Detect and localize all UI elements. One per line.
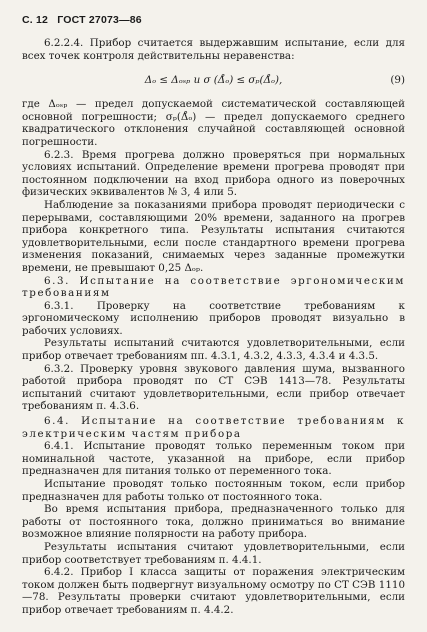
paragraph-observation: Наблюдение за показаниями прибора проводят периодически с перерывами, составляющими 20% времени, заданного на прогрев прибора конкретного типа. Результаты испытания считаются удовлетворительными, если после стандартного времени прогрева изменения показаний, снимаемых через заданные промежутки времени, не превышают 0,25 Δₒₚ. bbox=[22, 198, 405, 274]
formula-expression: Δₒ ≤ Δₒₛₚ и σ (Δ̊ₒ) ≤ σₚ(Δ̊ₒ), bbox=[144, 74, 283, 87]
paragraph-6-4-2: 6.4.2. Прибор I класса защиты от поражения электрическим током должен быть подвергнут визуальному осмотру по СТ СЭВ 1110—78. Результаты проверки считают удовлетворительными, если прибор отвечает требованиям п. 4.4.2. bbox=[22, 566, 405, 616]
paragraph-6-2-3: 6.2.3. Время прогрева должно проверяться при нормальных условиях испытаний. Определение времени прогрева проводят при постоянном подключении на вход прибора одного из поверочных физических эквивалентов № 3, 4 или 5. bbox=[22, 148, 405, 199]
paragraph-where: где Δₒₛₚ — предел допускаемой систематической составляющей основной погрешности; σₚ(Δ̊ₒ) — предел допускаемого среднего квадратического отклонения случайной составляющей основной погрешности. bbox=[22, 98, 405, 148]
section-heading-6-4: 6.4. Испытание на соответствие требованиям к электрическим частям прибора bbox=[22, 415, 405, 440]
paragraph-6-2-2-4: 6.2.2.4. Прибор считается выдержавшим испытание, если для всех точек контроля действительны неравенства: bbox=[22, 37, 405, 62]
paragraph-6-3-1: 6.3.1. Проверку на соответствие требованиям к эргономическому исполнению приборов проводят визуально в рабочих условиях. bbox=[22, 299, 405, 337]
document-body bbox=[22, 37, 405, 617]
paragraph-6-4-1-result: Результаты испытания считают удовлетворительными, если прибор соответствует требованиям п. 4.4.1. bbox=[22, 540, 405, 566]
paragraph-6-4-1-polarity: Во время испытания прибора, предназначенного только для работы от постоянного тока, должно приниматься во внимание возможное влияние полярности на работу прибора. bbox=[22, 503, 405, 541]
paragraph-6-4-1-dc: Испытание проводят только постоянным током, если прибор предназначен для работы только от постоянного тока. bbox=[22, 478, 405, 503]
formula-9 bbox=[22, 62, 405, 98]
formula-number: (9) bbox=[390, 74, 405, 87]
paragraph-6-3-2: 6.3.2. Проверку уровня звукового давления шума, вызванного работой прибора проводят по СТ СЭВ 1413—78. Результаты испытаний считают удовлетворительными, если прибор отвечает требованиям п. 4.3.6. bbox=[22, 362, 405, 413]
page-number: С. 12 bbox=[22, 14, 49, 26]
page-header bbox=[22, 14, 405, 27]
document-code: ГОСТ 27073—86 bbox=[57, 14, 142, 26]
section-heading-6-3: 6.3. Испытание на соответствие эргономическим требованиям bbox=[22, 274, 405, 300]
paragraph-6-3-1-result: Результаты испытаний считаются удовлетворительными, если прибор отвечает требованиям пп. 4.3.1, 4.3.2, 4.3.3, 4.3.4 и 4.3.5. bbox=[22, 337, 405, 363]
paragraph-6-4-1: 6.4.1. Испытание проводят только переменным током при номинальной частоте, указанной на приборе, если прибор предназначен для питания только от переменного тока. bbox=[22, 440, 405, 478]
